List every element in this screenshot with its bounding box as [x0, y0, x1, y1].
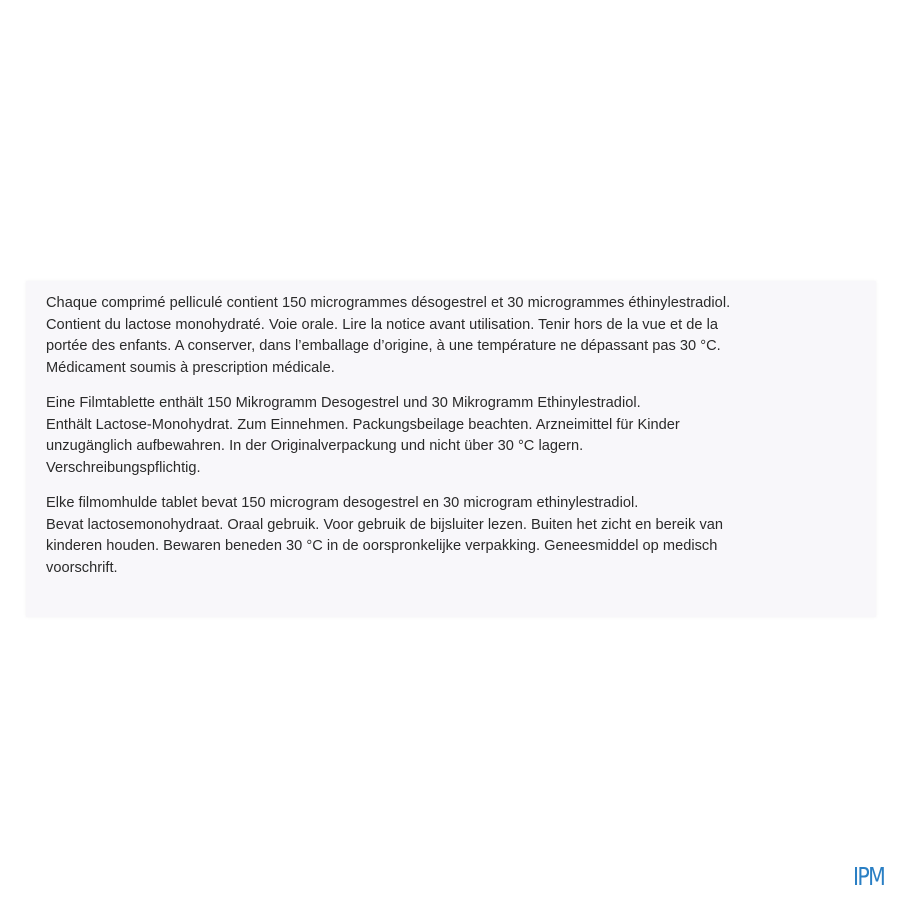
text-line: Elke filmomhulde tablet bevat 150 microgram desogestrel en 30 microgram ethinylestradiol. — [46, 495, 639, 511]
paragraph-french — [46, 293, 846, 379]
text-line: Chaque comprimé pelliculé contient 150 microgrammes désogestrel et 30 microgrammes éthinylestradiol. — [46, 295, 731, 311]
text-line: portée des enfants. A conserver, dans l’emballage d’origine, à une température ne dépassant pas 30 °C. — [46, 338, 721, 354]
text-line: Eine Filmtablette enthält 150 Mikrogramm Desogestrel und 30 Mikrogramm Ethinylestradiol. — [46, 395, 641, 411]
text-line: voorschrift. — [46, 559, 118, 576]
text-line: Enthält Lactose-Monohydrat. Zum Einnehmen. Packungsbeilage beachten. Arzneimittel für Kinder — [46, 416, 680, 433]
text-line: kinderen houden. Bewaren beneden 30 °C in de oorspronkelijke verpakking. Geneesmiddel op medisch — [46, 538, 718, 554]
text-line: Médicament soumis à prescription médicale. — [46, 359, 335, 376]
label-text-block — [46, 293, 846, 593]
text-line: Contient du lactose monohydraté. Voie orale. Lire la notice avant utilisation. Tenir hors de la vue et de la — [46, 316, 718, 333]
text-line: Bevat lactosemonohydraat. Oraal gebruik. Voor gebruik de bijsluiter lezen. Buiten het zicht en bereik van — [46, 516, 724, 533]
paragraph-dutch — [46, 493, 846, 579]
paragraph-german — [46, 393, 846, 479]
package-label-panel — [26, 281, 876, 617]
text-line: unzugänglich aufbewahren. In der Originalverpackung und nicht über 30 °C lagern. — [46, 438, 584, 454]
ipm-logo: IPM — [853, 862, 885, 891]
text-line: Verschreibungspflichtig. — [46, 459, 201, 476]
